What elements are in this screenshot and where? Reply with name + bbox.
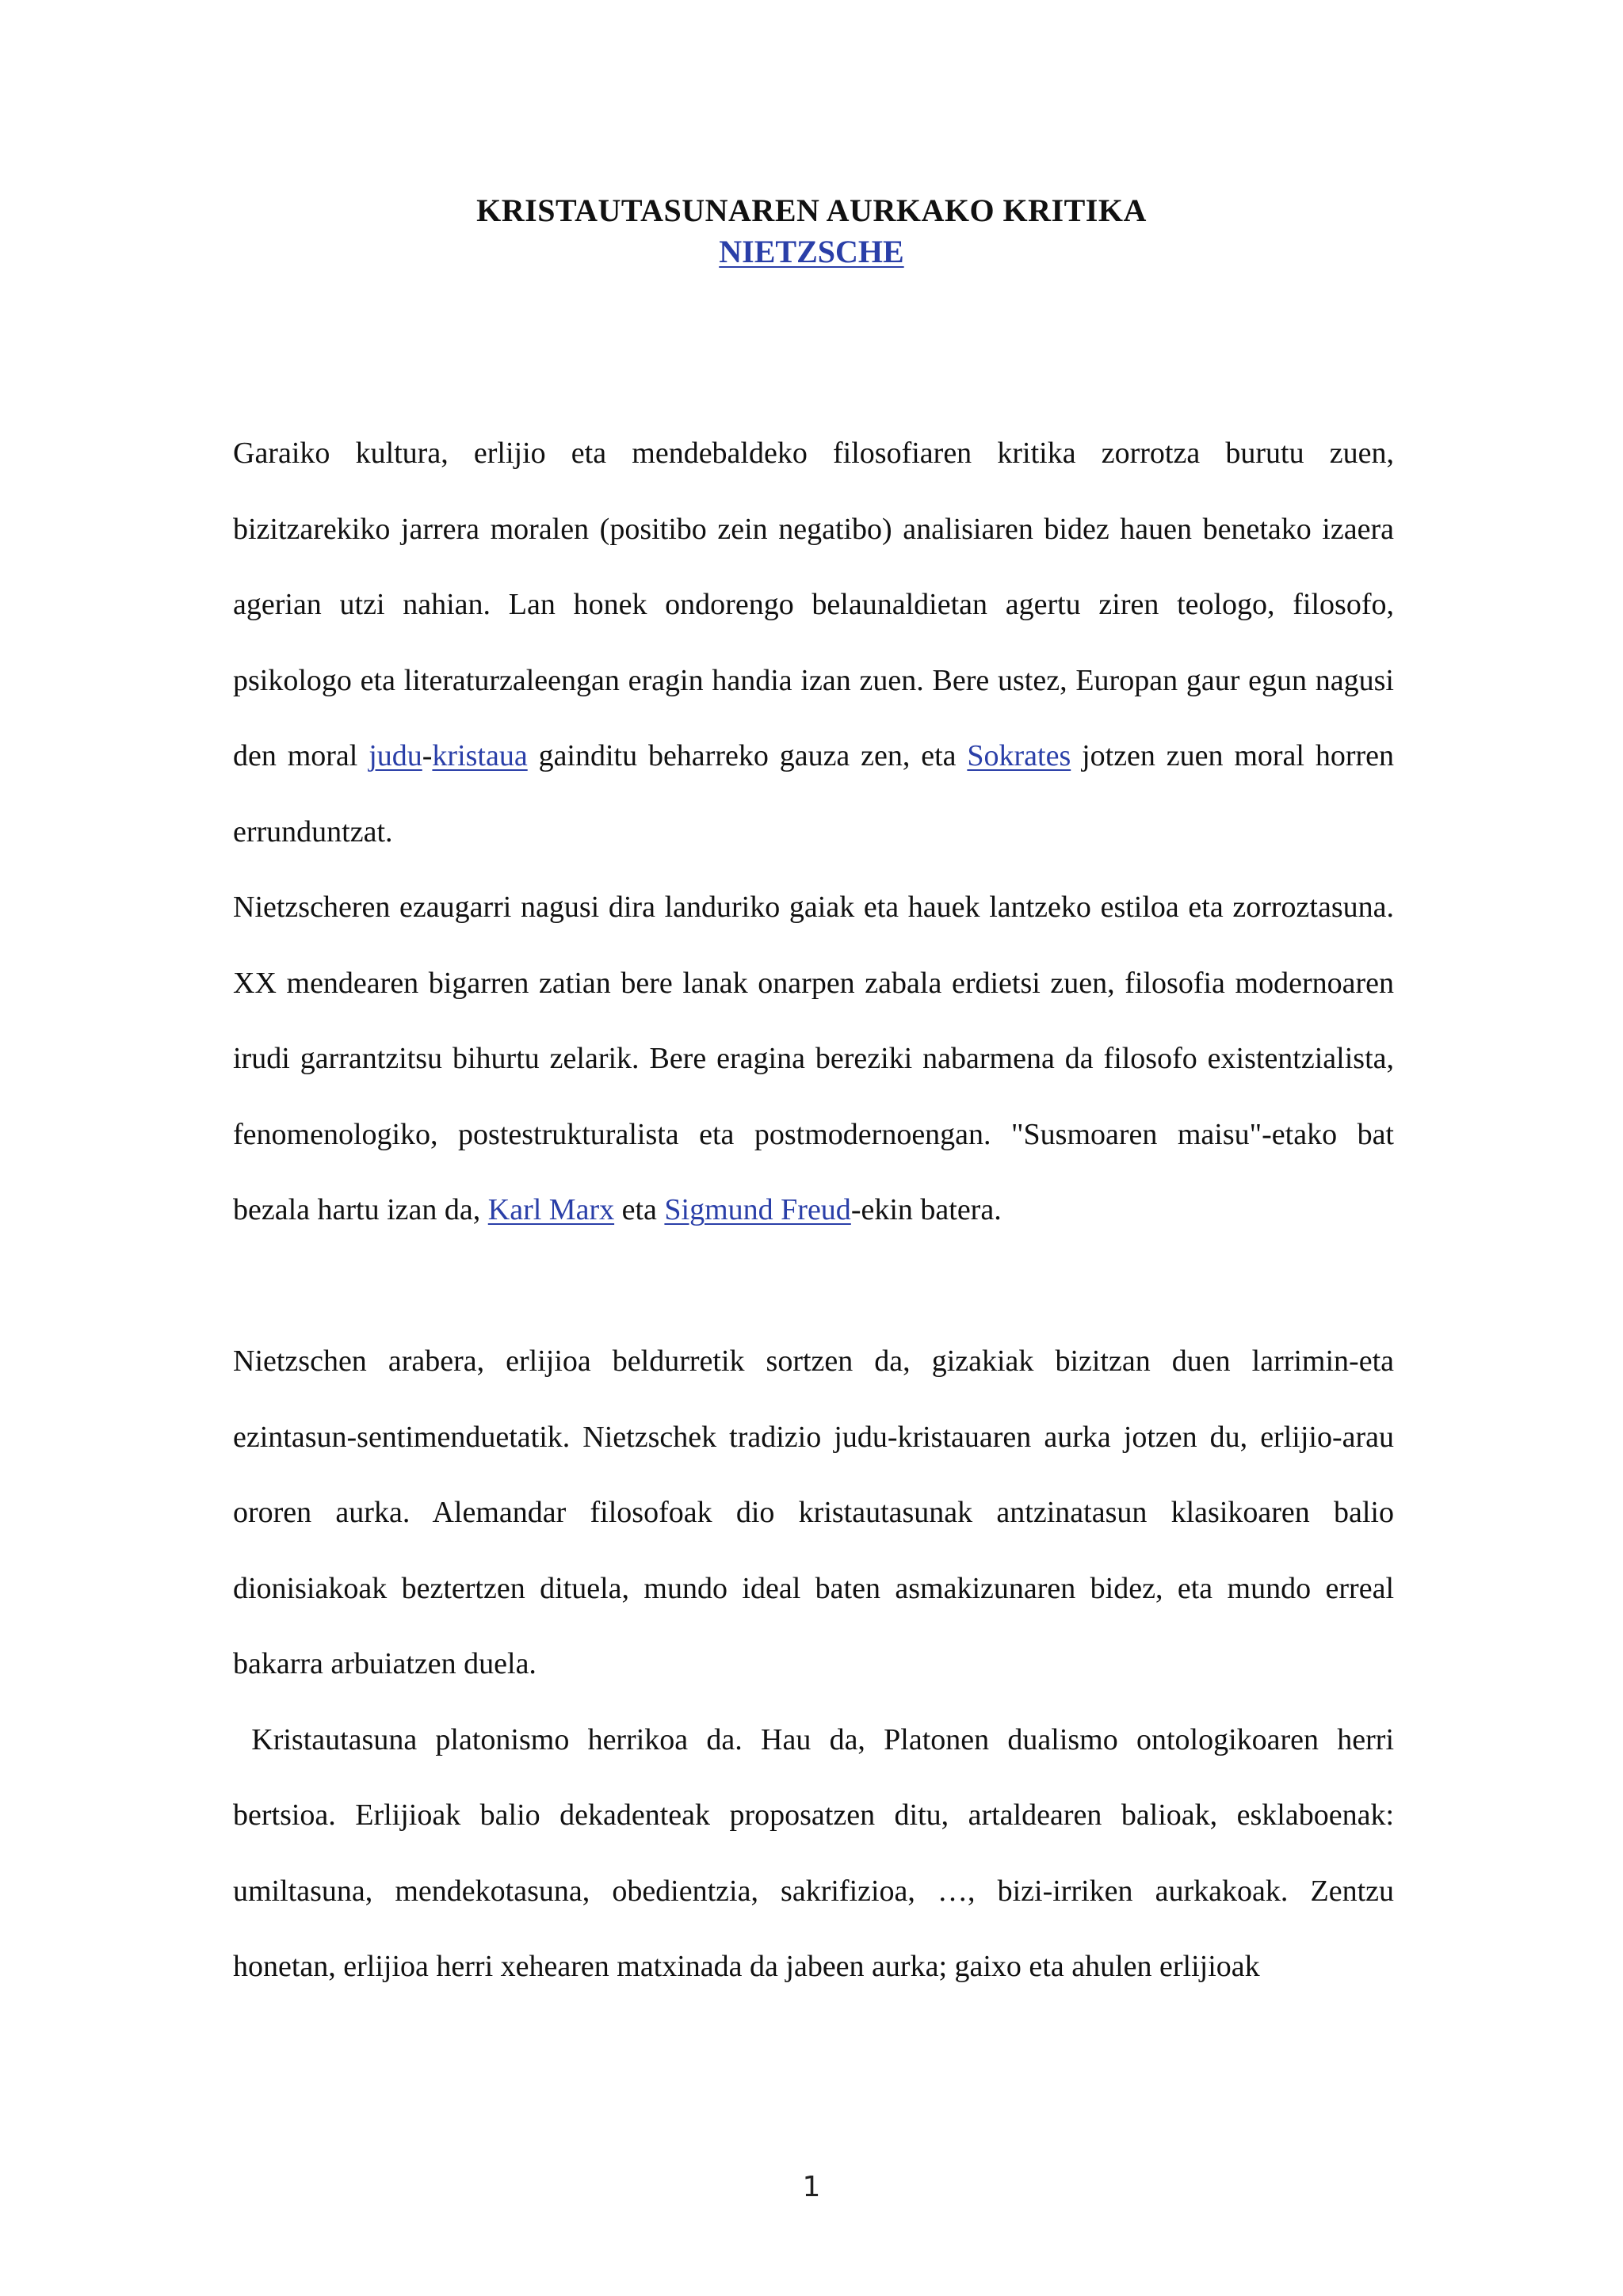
paragraph-2-text-b: eta (614, 1193, 665, 1226)
paragraph-spacer (233, 1249, 1394, 1325)
paragraph-2-text-c: -ekin batera. (850, 1193, 1002, 1226)
judu-link[interactable]: judu (369, 739, 422, 772)
sokrates-link[interactable]: Sokrates (967, 739, 1071, 772)
page-number: 1 (802, 2171, 821, 2203)
paragraph-1-text-b: gainditu beharreko gauza zen, eta (527, 739, 968, 772)
paragraph-1-text-c: jotzen zuen moral horren errunduntzat. (233, 739, 1394, 849)
sigmund-freud-link[interactable]: Sigmund Freud (664, 1193, 851, 1226)
kristaua-link[interactable]: kristaua (432, 739, 528, 772)
paragraph-2 (233, 870, 1394, 1249)
title-block (0, 190, 1623, 273)
paragraph-1-dash: - (422, 739, 433, 772)
karl-marx-link[interactable]: Karl Marx (487, 1193, 615, 1226)
paragraph-2-text-a: Nietzscheren ezaugarri nagusi dira landuriko gaiak eta hauek lantzeko estiloa eta zorroztasuna. XX mendearen bigarren zatian bere lanak onarpen zabala erdietsi zuen, filosofia modernoaren irudi garrantzitsu bihurtu zelarik. Bere eragina bereziki nabarmena da filosofo existentzialista, fenomenologiko, postestrukturalista eta postmodernoengan. "Susmoaren maisu"-etako bat bezala hartu izan da, (233, 891, 1394, 1226)
paragraph-1-text-a: Garaiko kultura, erlijio eta mendebaldeko filosofiaren kritika zorrotza burutu zuen, bizitzarekiko jarrera moralen (positibo zein negatibo) analisiaren bidez hauen benetako izaera agerian utzi nahian. Lan honek ondorengo belaunaldietan agertu ziren teologo, filosofo, psikologo eta literaturzaleengan eragin handia izan zuen. Bere ustez, Europan gaur egun nagusi den moral (233, 437, 1394, 772)
document-title: KRISTAUTASUNAREN AURKAKO KRITIKA (476, 193, 1147, 228)
paragraph-3: Nietzschen arabera, erlijioa beldurretik sortzen da, gizakiak bizitzan duen larrimin-eta ezintasun-sentimenduetatik. Nietzschek tradizio judu-kristauaren aurka jotzen du, erlijio-arau ororen aurka. Alemandar filosofoak dio kristautasunak antzinatasun klasikoaren balio dionisiakoak beztertzen dituela, mundo ideal baten asmakizunaren bidez, eta mundo erreal bakarra arbuiatzen duela. (233, 1344, 1394, 1680)
nietzsche-link[interactable]: NIETZSCHE (719, 234, 904, 269)
subtitle-block (0, 231, 1623, 273)
body-text (233, 416, 1402, 2005)
paragraph-4: Kristautasuna platonismo herrikoa da. Hau da, Platonen dualismo ontologikoaren herri bertsioa. Erlijioak balio dekadenteak proposatzen ditu, artaldearen balioak, esklaboenak: umiltasuna, mendekotasuna, obedientzia, sakrifizioa, …, bizi-irriken aurkakoak. Zentzu honetan, erlijioa herri xehearen matxinada da jabeen aurka; gaixo eta ahulen erlijioak (233, 1722, 1402, 1983)
paragraph-1 (233, 416, 1394, 870)
